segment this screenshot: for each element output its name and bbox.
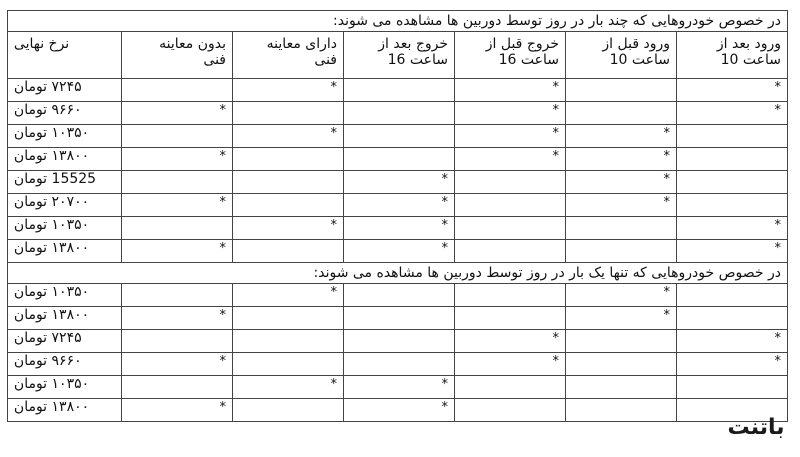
mark-cell: * bbox=[233, 376, 344, 399]
empty-cell bbox=[677, 148, 788, 171]
mark-cell: * bbox=[122, 353, 233, 376]
empty-cell bbox=[344, 125, 455, 148]
mark-cell: * bbox=[122, 102, 233, 125]
empty-cell bbox=[455, 171, 566, 194]
mark-cell: * bbox=[566, 307, 677, 330]
mark-cell: * bbox=[566, 284, 677, 307]
empty-cell bbox=[677, 171, 788, 194]
empty-cell bbox=[344, 330, 455, 353]
header-exit-before-16: خروج قبل از ساعت 16 bbox=[455, 32, 566, 79]
mark-cell: * bbox=[122, 399, 233, 422]
empty-cell bbox=[344, 307, 455, 330]
empty-cell bbox=[344, 148, 455, 171]
header-without-inspection: بدون معاینه فنی bbox=[122, 32, 233, 79]
mark-cell: * bbox=[455, 102, 566, 125]
mark-cell: * bbox=[566, 171, 677, 194]
mark-cell: * bbox=[233, 284, 344, 307]
section2-caption: در خصوص خودروهایی که تنها یک بار در روز توسط دوربین ها مشاهده می شوند: bbox=[7, 263, 787, 284]
empty-cell bbox=[566, 353, 677, 376]
table-row bbox=[7, 194, 787, 217]
mark-cell: * bbox=[677, 240, 788, 263]
table-row bbox=[7, 284, 787, 307]
fee-document bbox=[8, 10, 788, 422]
empty-cell bbox=[455, 399, 566, 422]
fee-cell: ۱۰۳۵۰ تومان bbox=[7, 284, 121, 307]
fee-cell: ۱۰۳۵۰ تومان bbox=[7, 125, 121, 148]
mark-cell: * bbox=[344, 171, 455, 194]
empty-cell bbox=[455, 240, 566, 263]
empty-cell bbox=[122, 284, 233, 307]
empty-cell bbox=[233, 194, 344, 217]
mark-cell: * bbox=[233, 125, 344, 148]
mark-cell: * bbox=[122, 307, 233, 330]
section1-caption-row bbox=[7, 11, 787, 32]
mark-cell: * bbox=[344, 240, 455, 263]
header-exit-after-16: خروج بعد از ساعت 16 bbox=[344, 32, 455, 79]
empty-cell bbox=[677, 376, 788, 399]
fee-cell: ۱۰۳۵۰ تومان bbox=[7, 376, 121, 399]
empty-cell bbox=[566, 102, 677, 125]
empty-cell bbox=[677, 125, 788, 148]
header-with-inspection: دارای معاینه فنی bbox=[233, 32, 344, 79]
empty-cell bbox=[344, 102, 455, 125]
fee-cell: ۱۳۸۰۰ تومان bbox=[7, 240, 121, 263]
table-row bbox=[7, 79, 787, 102]
empty-cell bbox=[233, 240, 344, 263]
traffic-fee-table bbox=[7, 10, 788, 422]
empty-cell bbox=[122, 330, 233, 353]
empty-cell bbox=[122, 125, 233, 148]
fee-cell: ۷۲۴۵ تومان bbox=[7, 79, 121, 102]
empty-cell bbox=[677, 307, 788, 330]
empty-cell bbox=[122, 376, 233, 399]
mark-cell: * bbox=[455, 330, 566, 353]
fee-cell: ۹۶۶۰ تومان bbox=[7, 102, 121, 125]
table-row bbox=[7, 125, 787, 148]
mark-cell: * bbox=[122, 194, 233, 217]
table-row bbox=[7, 307, 787, 330]
table-row bbox=[7, 399, 787, 422]
mark-cell: * bbox=[677, 102, 788, 125]
table-row bbox=[7, 217, 787, 240]
fee-cell: ۱۰۳۵۰ تومان bbox=[7, 217, 121, 240]
mark-cell: * bbox=[566, 148, 677, 171]
fee-cell: ۷۲۴۵ تومان bbox=[7, 330, 121, 353]
mark-cell: * bbox=[233, 217, 344, 240]
empty-cell bbox=[566, 399, 677, 422]
empty-cell bbox=[455, 284, 566, 307]
empty-cell bbox=[566, 376, 677, 399]
header-final-rate: نرخ نهایی bbox=[7, 32, 121, 79]
mark-cell: * bbox=[566, 194, 677, 217]
empty-cell bbox=[677, 194, 788, 217]
empty-cell bbox=[455, 307, 566, 330]
mark-cell: * bbox=[677, 330, 788, 353]
fee-cell: 15525 تومان bbox=[7, 171, 121, 194]
empty-cell bbox=[455, 217, 566, 240]
mark-cell: * bbox=[677, 79, 788, 102]
fee-cell: ۱۳۸۰۰ تومان bbox=[7, 307, 121, 330]
mark-cell: * bbox=[233, 79, 344, 102]
table-row bbox=[7, 376, 787, 399]
mark-cell: * bbox=[344, 376, 455, 399]
mark-cell: * bbox=[122, 240, 233, 263]
fee-cell: ۹۶۶۰ تومان bbox=[7, 353, 121, 376]
mark-cell: * bbox=[455, 148, 566, 171]
section2-caption-row bbox=[7, 263, 787, 284]
header-row bbox=[7, 32, 787, 79]
header-entry-after-10: ورود بعد از ساعت 10 bbox=[677, 32, 788, 79]
fee-cell: ۱۳۸۰۰ تومان bbox=[7, 148, 121, 171]
empty-cell bbox=[233, 399, 344, 422]
empty-cell bbox=[122, 79, 233, 102]
empty-cell bbox=[344, 79, 455, 102]
empty-cell bbox=[344, 353, 455, 376]
site-logo-watermark: باتنت bbox=[727, 415, 785, 440]
table-row bbox=[7, 240, 787, 263]
empty-cell bbox=[233, 102, 344, 125]
empty-cell bbox=[344, 284, 455, 307]
empty-cell bbox=[677, 284, 788, 307]
empty-cell bbox=[455, 376, 566, 399]
table-row bbox=[7, 330, 787, 353]
table-row bbox=[7, 171, 787, 194]
mark-cell: * bbox=[344, 194, 455, 217]
header-entry-before-10: ورود قبل از ساعت 10 bbox=[566, 32, 677, 79]
mark-cell: * bbox=[566, 125, 677, 148]
empty-cell bbox=[566, 240, 677, 263]
table-row bbox=[7, 148, 787, 171]
fee-cell: ۱۳۸۰۰ تومان bbox=[7, 399, 121, 422]
empty-cell bbox=[455, 194, 566, 217]
empty-cell bbox=[566, 217, 677, 240]
mark-cell: * bbox=[455, 353, 566, 376]
table-row bbox=[7, 353, 787, 376]
mark-cell: * bbox=[344, 399, 455, 422]
empty-cell bbox=[233, 353, 344, 376]
mark-cell: * bbox=[677, 353, 788, 376]
mark-cell: * bbox=[455, 125, 566, 148]
mark-cell: * bbox=[122, 148, 233, 171]
empty-cell bbox=[566, 79, 677, 102]
empty-cell bbox=[233, 330, 344, 353]
empty-cell bbox=[122, 171, 233, 194]
empty-cell bbox=[233, 171, 344, 194]
mark-cell: * bbox=[455, 79, 566, 102]
empty-cell bbox=[122, 217, 233, 240]
empty-cell bbox=[566, 330, 677, 353]
mark-cell: * bbox=[677, 217, 788, 240]
empty-cell bbox=[233, 148, 344, 171]
mark-cell: * bbox=[344, 217, 455, 240]
empty-cell bbox=[233, 307, 344, 330]
section1-caption: در خصوص خودروهایی که چند بار در روز توسط دوربین ها مشاهده می شوند: bbox=[7, 11, 787, 32]
fee-cell: ۲۰۷۰۰ تومان bbox=[7, 194, 121, 217]
table-row bbox=[7, 102, 787, 125]
